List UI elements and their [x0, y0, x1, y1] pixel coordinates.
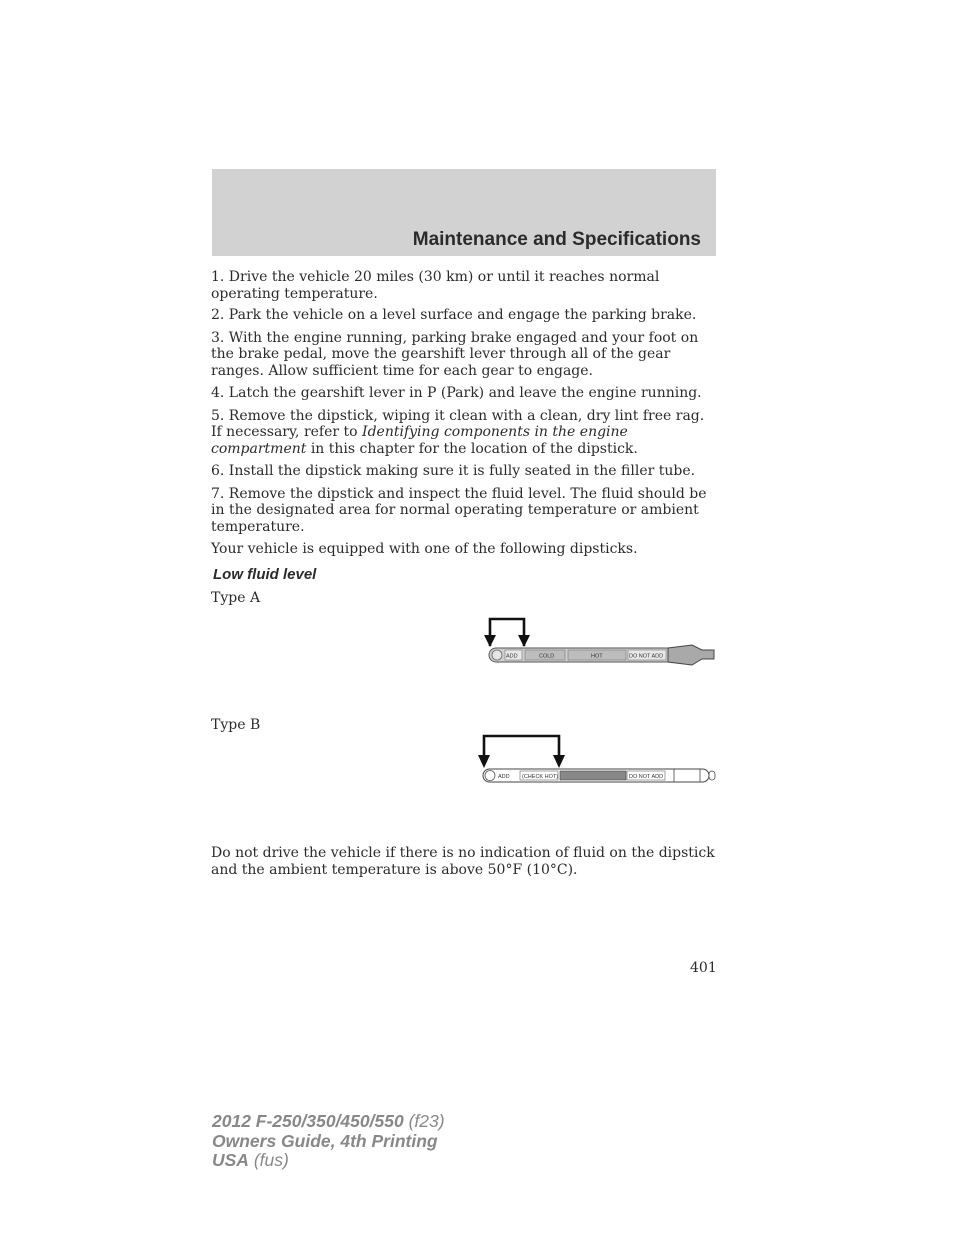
warning-text: Do not drive the vehicle if there is no indication of fluid on the dipstick and the ambient temperature is above 50°F (10°C).	[211, 845, 715, 878]
footer-line-2: Owners Guide, 4th Printing	[212, 1130, 438, 1151]
footer-model: 2012 F-250/350/450/550	[212, 1111, 404, 1131]
footer-line-3	[212, 1151, 445, 1171]
footer-market: USA	[212, 1150, 249, 1170]
range-bracket-a	[490, 619, 524, 646]
footer-model-code: (f23)	[403, 1111, 445, 1131]
arrow-down-icon	[518, 635, 530, 647]
header-band	[212, 169, 716, 256]
step-3: 3. With the engine running, parking brake engaged and your foot on the brake pedal, move the gearshift lever through all of the gear ranges. Allow sufficient time for each gear to engage.	[211, 329, 699, 379]
type-a-label: Type A	[211, 590, 261, 606]
dipstick-intro: Your vehicle is equipped with one of the following dipsticks.	[211, 541, 638, 557]
dipstick-handle-b	[709, 771, 715, 780]
step-5-reference: Identifying components in the engine compartment	[211, 424, 628, 457]
label-add: ADD	[498, 774, 510, 780]
range-bracket-b	[484, 736, 559, 762]
page-title: Maintenance and Specifications	[412, 229, 701, 250]
arrow-down-icon	[484, 635, 496, 647]
step-4: 4. Latch the gearshift lever in P (Park) and leave the engine running.	[211, 385, 702, 401]
label-cold: COLD	[539, 653, 555, 660]
footer	[212, 1112, 445, 1171]
label-check-hot: (CHECK HOT)	[522, 774, 559, 780]
footer-line-1	[212, 1112, 445, 1132]
step-1: 1. Drive the vehicle 20 miles (30 km) or until it reaches normal operating temperature.	[211, 269, 660, 302]
label-add: ADD	[506, 653, 518, 660]
arrow-down-icon	[478, 755, 490, 768]
step-5	[211, 408, 719, 458]
step-2: 2. Park the vehicle on a level surface and engage the parking brake.	[211, 307, 697, 323]
step-5-text: 5. Remove the dipstick, wiping it clean with a clean, dry lint free rag. If necessary, refer to	[211, 407, 705, 440]
label-do-not-add: DO NOT ADD	[629, 653, 664, 660]
step-5-text-end: in this chapter for the location of the dipstick.	[306, 440, 638, 457]
arrow-down-icon	[553, 755, 565, 768]
dipstick-type-b-diagram	[474, 730, 720, 790]
instructions-block	[211, 269, 719, 558]
step-6: 6. Install the dipstick making sure it is fully seated in the filler tube.	[211, 463, 696, 479]
footer-market-code: (fus)	[248, 1150, 289, 1170]
dipstick-type-a-diagram	[480, 612, 720, 672]
step-7: 7. Remove the dipstick and inspect the fluid level. The fluid should be in the designated area for normal operating temperature or ambient temperature.	[211, 485, 707, 535]
page-number: 401	[690, 960, 717, 976]
section-heading: Low fluid level	[213, 566, 317, 583]
hatched-zone	[560, 771, 626, 780]
label-hot: HOT	[591, 653, 603, 660]
type-b-label: Type B	[211, 717, 261, 733]
dipstick-handle-a	[668, 645, 714, 665]
dipstick-tip-hole	[485, 771, 495, 781]
label-do-not-add: DO NOT ADD	[629, 774, 664, 780]
dipstick-tip-hole	[492, 650, 502, 660]
